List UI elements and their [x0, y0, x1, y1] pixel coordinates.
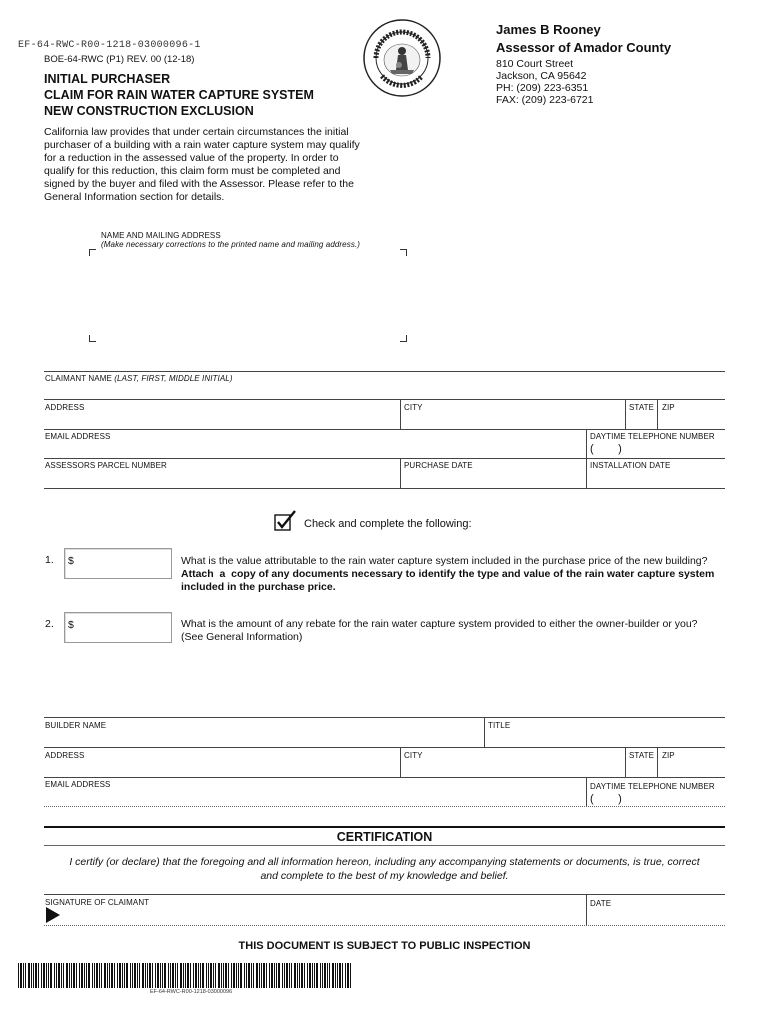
item-1-instruction-line-2: included in the purchase price.: [181, 581, 336, 593]
builder-name-label: BUILDER NAME: [45, 721, 107, 730]
builder-email-label: EMAIL ADDRESS: [45, 780, 111, 789]
divider: [657, 747, 658, 777]
address-line-1: 810 Court Street: [496, 58, 574, 70]
apn-label: ASSESSORS PARCEL NUMBER: [45, 461, 167, 470]
builder-phone-parens: ( ): [590, 793, 622, 805]
title-line-3: NEW CONSTRUCTION EXCLUSION: [44, 104, 254, 118]
installation-date-label: INSTALLATION DATE: [590, 461, 671, 470]
divider: [625, 399, 626, 429]
barcode-icon: [18, 963, 353, 988]
intro-line: General Information section for details.: [44, 191, 225, 203]
divider: [586, 429, 587, 458]
claimant-phone-parens: ( ): [590, 443, 622, 455]
claimant-city-field[interactable]: [402, 412, 623, 428]
checkmark-icon: [274, 510, 298, 532]
builder-phone-label: DAYTIME TELEPHONE NUMBER: [590, 782, 715, 791]
title-line-1: INITIAL PURCHASER: [44, 72, 171, 86]
certification-rule: [44, 826, 725, 828]
divider: [44, 488, 725, 489]
divider: [586, 894, 587, 925]
intro-line: signed by the buyer and filed with the Assessor. Please refer to the: [44, 178, 354, 190]
claimant-zip-field[interactable]: [659, 412, 725, 428]
divider: [44, 429, 725, 430]
mailing-address-label: NAME AND MAILING ADDRESS: [101, 231, 221, 240]
builder-email-field[interactable]: [44, 790, 584, 806]
title-line-2: CLAIM FOR RAIN WATER CAPTURE SYSTEM: [44, 88, 314, 102]
builder-name-field[interactable]: [44, 731, 482, 747]
builder-phone-field[interactable]: [630, 790, 725, 806]
public-inspection-notice: THIS DOCUMENT IS SUBJECT TO PUBLIC INSPECTION: [238, 940, 531, 952]
corner-mark: [89, 335, 96, 342]
claimant-name-label: [45, 374, 233, 383]
divider: [44, 717, 725, 718]
divider: [44, 747, 725, 748]
divider: [400, 747, 401, 777]
item-2-note: (See General Information): [181, 631, 303, 643]
claimant-email-field[interactable]: [44, 442, 584, 458]
builder-zip-label: ZIP: [662, 751, 675, 760]
purchase-date-field[interactable]: [402, 471, 584, 487]
claimant-phone-label: DAYTIME TELEPHONE NUMBER: [590, 432, 715, 441]
divider: [484, 717, 485, 747]
builder-zip-field[interactable]: [659, 760, 725, 776]
divider: [400, 399, 401, 429]
divider: [44, 806, 725, 807]
certification-date-field[interactable]: [588, 908, 725, 924]
divider: [586, 777, 587, 806]
divider: [44, 777, 725, 778]
form-revision: BOE-64-RWC (P1) REV. 00 (12-18): [44, 54, 195, 65]
divider: [44, 399, 725, 400]
certification-heading: CERTIFICATION: [336, 830, 433, 844]
certification-statement-line-2: and complete to the best of my knowledge and belief.: [260, 870, 509, 882]
county-seal-icon: [362, 18, 442, 98]
item-1-question: What is the value attributable to the rain water capture system included in the purchase price of the new building?: [181, 555, 708, 567]
intro-line: California law provides that under certain circumstances the initial: [44, 126, 349, 138]
divider: [44, 925, 725, 926]
form-id-code: EF-64-RWC-R00-1218-03000096-1: [18, 40, 201, 51]
claimant-name-field[interactable]: [44, 383, 725, 398]
intro-line: qualify for this reduction, this claim form must be completed and: [44, 165, 341, 177]
intro-line: for a reduction in the assessed value of the property. In order to: [44, 152, 339, 164]
claimant-state-field[interactable]: [627, 412, 655, 428]
corner-mark: [400, 335, 407, 342]
claimant-phone-field[interactable]: [630, 442, 725, 458]
mailing-address-field[interactable]: [96, 256, 394, 332]
claimant-state-label: STATE: [629, 403, 655, 412]
assessor-title: Assessor of Amador County: [496, 40, 672, 55]
builder-state-field[interactable]: [627, 760, 655, 776]
claimant-address-field[interactable]: [44, 412, 398, 428]
item-2-question: What is the amount of any rebate for the rain water capture system provided to either the owner-builder or you?: [181, 618, 698, 630]
signature-label: SIGNATURE OF CLAIMANT: [45, 898, 150, 907]
item-2-currency: $: [68, 619, 74, 631]
corner-mark: [400, 249, 407, 256]
item-1-currency: $: [68, 555, 74, 567]
installation-date-field[interactable]: [588, 471, 725, 487]
item-2-number: 2.: [45, 618, 54, 630]
item-1-instruction-line-1: Attach a copy of any documents necessary to identify the type and value of the rain water capture system: [181, 568, 715, 580]
divider: [44, 371, 725, 372]
claimant-city-label: CITY: [404, 403, 423, 412]
builder-state-label: STATE: [629, 751, 655, 760]
assessor-contact: [496, 58, 593, 106]
form-title: [44, 71, 314, 119]
claimant-name-hint: (LAST, FIRST, MIDDLE INITIAL): [114, 374, 233, 383]
claimant-address-label: ADDRESS: [45, 403, 85, 412]
divider: [44, 894, 725, 895]
checklist-heading: Check and complete the following:: [304, 518, 472, 530]
builder-address-label: ADDRESS: [45, 751, 85, 760]
address-line-2: Jackson, CA 95642: [496, 70, 587, 82]
divider: [44, 458, 725, 459]
builder-city-field[interactable]: [402, 760, 623, 776]
builder-title-label: TITLE: [488, 721, 511, 730]
intro-paragraph: [44, 126, 374, 204]
claimant-zip-label: ZIP: [662, 403, 675, 412]
divider: [44, 845, 725, 846]
intro-line: purchaser of a building with a rain water capture system may qualify: [44, 139, 360, 151]
corner-mark: [89, 249, 96, 256]
builder-address-field[interactable]: [44, 760, 398, 776]
builder-title-field[interactable]: [486, 731, 725, 747]
divider: [586, 458, 587, 488]
barcode-caption: EF-64-RWC-R00-1218-03000096: [150, 989, 233, 995]
phone-number: PH: (209) 223-6351: [496, 82, 589, 94]
divider: [400, 458, 401, 488]
divider: [625, 747, 626, 777]
divider: [657, 399, 658, 429]
item-1-amount-input[interactable]: [64, 548, 172, 579]
claimant-email-label: EMAIL ADDRESS: [45, 432, 111, 441]
certification-statement-line-1: I certify (or declare) that the foregoing and all information hereon, including any accompanying statements or documents, is true, correct: [69, 856, 700, 868]
assessor-name: James B Rooney: [496, 22, 601, 37]
claimant-name-label-text: CLAIMANT NAME: [45, 374, 112, 383]
item-1-number: 1.: [45, 554, 54, 566]
mailing-address-note: (Make necessary corrections to the printed name and mailing address.): [101, 240, 361, 249]
fax-number: FAX: (209) 223-6721: [496, 94, 594, 106]
apn-field[interactable]: [44, 471, 398, 487]
item-2-amount-input[interactable]: [64, 612, 172, 643]
purchase-date-label: PURCHASE DATE: [404, 461, 473, 470]
date-label: DATE: [590, 899, 612, 908]
builder-city-label: CITY: [404, 751, 423, 760]
signature-field[interactable]: [64, 906, 584, 924]
